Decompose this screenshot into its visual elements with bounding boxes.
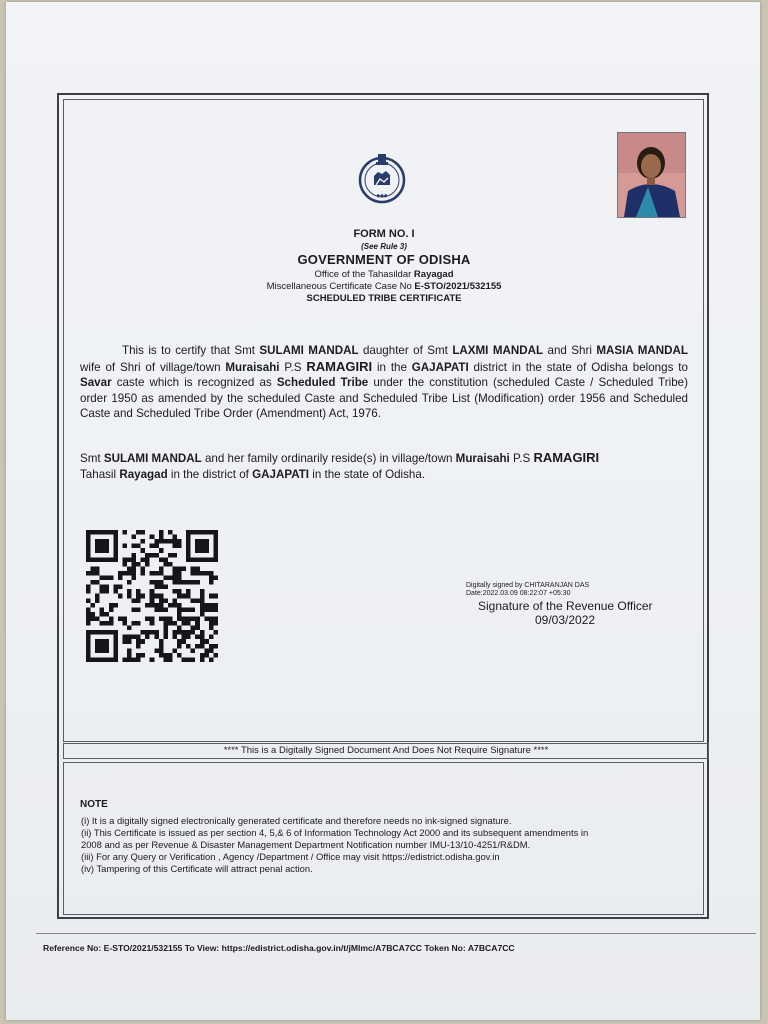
caste-name: Savar [80,376,112,389]
village-name-2: Muraisahi [455,452,510,465]
p2-state: in the state of Odisha. [312,467,426,481]
category-name: Scheduled Tribe [276,376,369,389]
p2-tahasil: Tahasil [80,467,117,481]
note-item: (iii) For any Query or Verification , Agency /Department / Office may visit https://edistrict.odisha.gov.in [81,851,500,862]
qr-code-icon[interactable] [84,530,220,662]
footer-reference: Reference No: E-STO/2021/532155 To View: https://edistrict.odisha.gov.in/t/jMlmc/A7BCA7CC Token No: A7BCA7CC [43,943,515,953]
office-line [206,269,562,280]
p1-district: district in the state of Odisha belongs to [473,360,688,374]
p1-caste: caste which is recognized as [116,376,272,389]
digital-signature-info [466,582,589,598]
p2-district: in the district of [170,467,249,481]
applicant-photo [617,132,686,218]
p1-intro: This is to certify that Smt [122,344,255,357]
digital-signed-date: Date:2022.03.09 08:22:07 +05:30 [466,590,571,597]
government-title: GOVERNMENT OF ODISHA [297,252,471,267]
p1-daughter: daughter of Smt [362,344,448,357]
ps-label: P.S [284,360,302,374]
village-name: Muraisahi [225,360,280,374]
district-name-2: GAJAPATI [252,467,310,481]
p1-wife: wife of Shri of village/town [80,360,221,374]
tahasil-name: Rayagad [119,467,168,481]
svg-text:◆◆◆: ◆◆◆ [376,193,388,199]
certificate-type: SCHEDULED TRIBE CERTIFICATE [306,293,462,304]
note-item: (iv) Tampering of this Certificate will attract penal action. [81,863,313,874]
p1-and: and Shri [547,344,592,357]
father-name: MASIA MANDAL [596,344,688,357]
office-prefix: Office of the Tahasildar [314,269,412,280]
digital-signed-by: Digitally signed by CHITARANJAN DAS [466,582,590,589]
residence-paragraph [80,450,688,482]
see-rule: (See Rule 3) [361,242,407,251]
note-item: (ii) This Certificate is issued as per section 4, 5,& 6 of Information Technology Act 2000 and its subsequent amendments in [81,827,589,838]
note-item: 2008 and as per Revenue & Disaster Management Department Notification number IMU-13/10-4251/R&DM. [81,839,531,850]
mother-name: LAXMI MANDAL [452,344,544,357]
p1-rest: under the constitution (scheduled Caste / Scheduled Tribe) order 1950 as amended by the scheduled Caste and Scheduled Tribe List (Modification) order 1956 and Scheduled Caste and Scheduled Tribe Order (Amendment) Act, 1976. [80,376,688,420]
p2-smt: Smt [80,452,101,465]
ps-label-2: P.S [513,452,531,465]
applicant-name: SULAMI MANDAL [259,344,359,357]
district-name: GAJAPATI [411,360,469,374]
note-title: NOTE [80,799,108,810]
office-name: Rayagad [413,269,454,280]
footer-divider [36,933,756,934]
digital-signed-banner: **** This is a Digitally Signed Document And Does Not Require Signature **** [63,743,709,759]
police-station: RAMAGIRI [306,358,373,374]
police-station-2: RAMAGIRI [533,450,600,465]
note-item: (i) It is a digitally signed electronically generated certificate and therefore needs no ink-signed signature. [81,815,512,826]
form-number: FORM NO. I [353,228,415,240]
signature-title: Signature of the Revenue Officer [478,599,653,613]
case-number: E-STO/2021/532155 [414,281,502,292]
applicant-name-2: SULAMI MANDAL [103,452,202,465]
odisha-emblem-icon [356,152,408,204]
case-prefix: Miscellaneous Certificate Case No [266,281,412,292]
case-line [206,281,562,292]
p2-family: and her family ordinarily reside(s) in village/town [204,452,453,465]
p1-in-the: in the [376,360,407,374]
signature-date: 09/03/2022 [535,613,596,627]
certification-paragraph [80,343,688,422]
certificate-page [6,2,760,1020]
